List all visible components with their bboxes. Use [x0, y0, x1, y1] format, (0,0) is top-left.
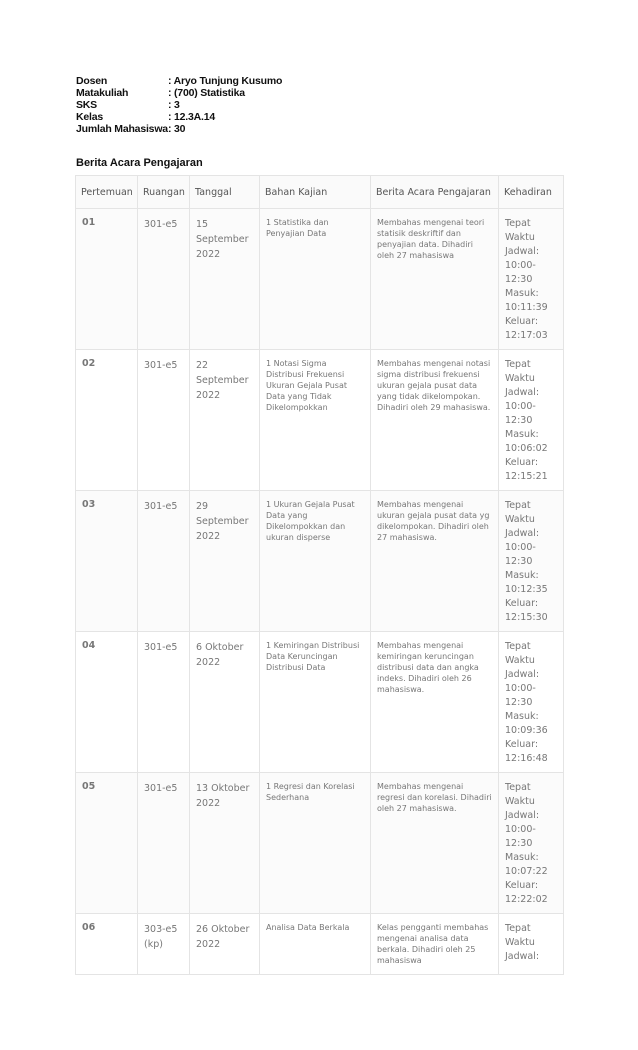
cell-bahan-kajian: 1 Regresi dan Korelasi Sederhana	[260, 773, 371, 914]
cell-ruangan: 301-e5	[138, 491, 190, 632]
kehadiran-line: 12:16:48	[505, 753, 548, 764]
cell-kehadiran	[499, 914, 564, 975]
kehadiran-line: 12:30	[505, 274, 533, 285]
kehadiran-line: 10:12:35	[505, 584, 548, 595]
info-row-sks	[76, 99, 282, 111]
kehadiran-line: Keluar:	[505, 739, 539, 750]
kehadiran-line: Jadwal:	[505, 387, 540, 398]
cell-ruangan: 303-e5 (kp)	[138, 914, 190, 975]
info-row-matakuliah	[76, 87, 282, 99]
cell-kehadiran	[499, 491, 564, 632]
kehadiran-line: 10:00-	[505, 401, 536, 412]
cell-ruangan: 301-e5	[138, 350, 190, 491]
info-label: Jumlah Mahasiswa	[76, 123, 168, 135]
cell-bahan-kajian: 1 Kemiringan Distribusi Data Keruncingan Distribusi Data	[260, 632, 371, 773]
kehadiran-line: Keluar:	[505, 880, 539, 891]
kehadiran-line: Tepat	[505, 359, 531, 370]
kehadiran-line: Tepat	[505, 500, 531, 511]
info-row-kelas	[76, 111, 282, 123]
info-label: Kelas	[76, 111, 104, 123]
kehadiran-line: Keluar:	[505, 598, 539, 609]
kehadiran-line: Waktu	[505, 514, 535, 525]
table-row	[76, 491, 564, 632]
cell-kehadiran	[499, 350, 564, 491]
kehadiran-line: 12:17:03	[505, 330, 548, 341]
info-row-jumlah-mahasiswa	[76, 123, 282, 135]
kehadiran-line: 10:07:22	[505, 866, 548, 877]
kehadiran-line: 12:15:21	[505, 471, 548, 482]
kehadiran-line: Masuk:	[505, 288, 539, 299]
cell-berita-acara: Membahas mengenai ukuran gejala pusat data yg dikelompokan. Dihadiri oleh 27 mahasiswa.	[371, 491, 499, 632]
cell-berita-acara: Membahas mengenai regresi dan korelasi. Dihadiri oleh 27 mahasiswa.	[371, 773, 499, 914]
cell-kehadiran	[499, 773, 564, 914]
info-value: : (700) Statistika	[168, 87, 245, 99]
cell-kehadiran	[499, 209, 564, 350]
cell-ruangan: 301-e5	[138, 209, 190, 350]
cell-berita-acara: Kelas pengganti membahas mengenai analisa data berkala. Dihadiri oleh 25 mahasiswa	[371, 914, 499, 975]
cell-pertemuan: 02	[76, 350, 138, 491]
cell-tanggal: 22 September 2022	[190, 350, 260, 491]
kehadiran-line: 10:09:36	[505, 725, 548, 736]
cell-pertemuan: 03	[76, 491, 138, 632]
cell-ruangan: 301-e5	[138, 632, 190, 773]
cell-tanggal: 15 September 2022	[190, 209, 260, 350]
kehadiran-line: Jadwal:	[505, 951, 540, 962]
kehadiran-line: Keluar:	[505, 316, 539, 327]
info-row-dosen	[76, 75, 282, 87]
kehadiran-line: Tepat	[505, 218, 531, 229]
kehadiran-line: 12:15:30	[505, 612, 548, 623]
kehadiran-line: 12:30	[505, 838, 533, 849]
section-title: Berita Acara Pengajaran	[76, 157, 203, 169]
info-value: : Aryo Tunjung Kusumo	[168, 75, 283, 87]
info-value: : 12.3A.14	[168, 111, 216, 123]
cell-tanggal: 26 Oktober 2022	[190, 914, 260, 975]
kehadiran-line: Masuk:	[505, 711, 539, 722]
table-row	[76, 632, 564, 773]
kehadiran-line: Jadwal:	[505, 669, 540, 680]
info-label: Matakuliah	[76, 87, 129, 99]
cell-bahan-kajian: 1 Ukuran Gejala Pusat Data yang Dikelompokkan dan ukuran disperse	[260, 491, 371, 632]
kehadiran-line: 10:00-	[505, 824, 536, 835]
header-pertemuan: Pertemuan	[76, 176, 138, 209]
cell-berita-acara: Membahas mengenai teori statisik deskriftif dan penyajian data. Dihadiri oleh 27 mahasiswa	[371, 209, 499, 350]
kehadiran-line: Masuk:	[505, 429, 539, 440]
kehadiran-line: Tepat	[505, 641, 531, 652]
cell-tanggal: 29 September 2022	[190, 491, 260, 632]
kehadiran-line: 10:06:02	[505, 443, 548, 454]
table-row	[76, 209, 564, 350]
kehadiran-line: 12:22:02	[505, 894, 548, 905]
kehadiran-line: Waktu	[505, 796, 535, 807]
table-row	[76, 914, 564, 975]
kehadiran-line: Tepat	[505, 782, 531, 793]
teaching-record-table	[75, 175, 564, 975]
kehadiran-line: Waktu	[505, 937, 535, 948]
kehadiran-line: 10:11:39	[505, 302, 548, 313]
kehadiran-line: Jadwal:	[505, 810, 540, 821]
table-header-row	[76, 176, 564, 209]
kehadiran-line: 10:00-	[505, 260, 536, 271]
cell-pertemuan: 01	[76, 209, 138, 350]
info-label: SKS	[76, 99, 97, 111]
header-kehadiran: Kehadiran	[499, 176, 564, 209]
cell-bahan-kajian: 1 Notasi Sigma Distribusi Frekuensi Ukuran Gejala Pusat Data yang Tidak Dikelompokkan	[260, 350, 371, 491]
cell-berita-acara: Membahas mengenai notasi sigma distribusi frekuensi ukuran gejala pusat data yang tidak dikelompokan. Dihadiri oleh 29 mahasiswa.	[371, 350, 499, 491]
kehadiran-line: Keluar:	[505, 457, 539, 468]
kehadiran-line: Masuk:	[505, 852, 539, 863]
header-ruangan: Ruangan	[138, 176, 190, 209]
kehadiran-line: 12:30	[505, 697, 533, 708]
cell-tanggal: 6 Oktober 2022	[190, 632, 260, 773]
kehadiran-line: 10:00-	[505, 542, 536, 553]
kehadiran-line: Jadwal:	[505, 246, 540, 257]
cell-pertemuan: 04	[76, 632, 138, 773]
cell-pertemuan: 06	[76, 914, 138, 975]
header-bahan-kajian: Bahan Kajian	[260, 176, 371, 209]
kehadiran-line: Tepat	[505, 923, 531, 934]
cell-tanggal: 13 Oktober 2022	[190, 773, 260, 914]
cell-kehadiran	[499, 632, 564, 773]
cell-ruangan: 301-e5	[138, 773, 190, 914]
header-berita-acara: Berita Acara Pengajaran	[371, 176, 499, 209]
cell-bahan-kajian: 1 Statistika dan Penyajian Data	[260, 209, 371, 350]
kehadiran-line: Waktu	[505, 373, 535, 384]
cell-berita-acara: Membahas mengenai kemiringan keruncingan distribusi data dan angka indeks. Dihadiri oleh 26 mahasiswa.	[371, 632, 499, 773]
cell-bahan-kajian: Analisa Data Berkala	[260, 914, 371, 975]
kehadiran-line: Masuk:	[505, 570, 539, 581]
table-row	[76, 773, 564, 914]
kehadiran-line: Jadwal:	[505, 528, 540, 539]
course-info	[76, 75, 282, 135]
kehadiran-line: Waktu	[505, 232, 535, 243]
table-row	[76, 350, 564, 491]
header-tanggal: Tanggal	[190, 176, 260, 209]
info-value: : 3	[168, 99, 180, 111]
kehadiran-line: Waktu	[505, 655, 535, 666]
kehadiran-line: 12:30	[505, 415, 533, 426]
kehadiran-line: 10:00-	[505, 683, 536, 694]
info-value: : 30	[168, 123, 186, 135]
cell-pertemuan: 05	[76, 773, 138, 914]
kehadiran-line: 12:30	[505, 556, 533, 567]
info-label: Dosen	[76, 75, 108, 87]
